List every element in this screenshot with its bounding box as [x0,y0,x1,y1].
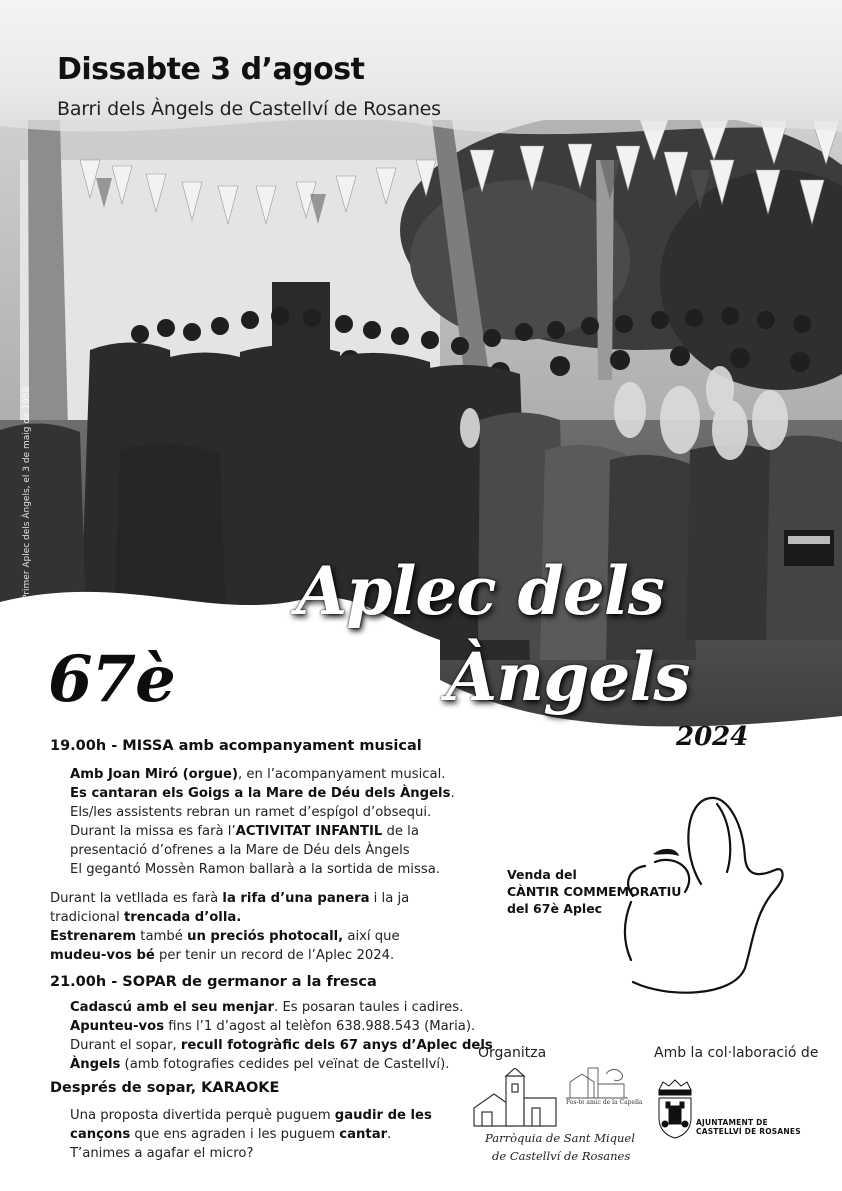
edition-number: 67è [48,642,175,717]
chapel-sketch-icon [566,1064,628,1100]
missa-title: - MISSA amb acompanyament musical [106,738,422,754]
karaoke-line-3: T’animes a agafar el micro? [70,1146,254,1161]
karaoke-heading: Després de sopar, KARAOKE [50,1080,280,1096]
parish-logo-icon [472,1068,558,1128]
vetllada-line-4: mudeu-vos bé per tenir un record de l’Aplec 2024. [50,948,395,963]
missa-line-2: Es cantaran els Goigs a la Mare de Déu dels Àngels. [70,786,455,801]
event-date: Dissabte 3 d’agost [57,52,365,87]
cantir-line-1: Venda del [507,867,577,882]
chapel-friends-label: Fes-te amic de la Capella [566,1099,643,1106]
sopar-heading: 21.00h - SOPAR de germanor a la fresca [50,974,377,990]
town-hall-line-1: AJUNTAMENT DE [696,1118,768,1127]
title-line-1: Aplec dels [296,552,664,630]
missa-time: 19.00h [50,738,107,754]
missa-heading [50,738,422,754]
missa-line-3: Els/les assistents rebran un ramet d’espígol d’obsequi. [70,805,432,820]
parish-name-line-2: de Castellví de Rosanes [492,1149,631,1163]
missa-line-1: Amb Joan Miró (orgue), en l’acompanyament musical. [70,767,446,782]
event-location: Barri dels Àngels de Castellví de Rosanes [57,98,441,120]
photo-credit: Primer Aplec dels Àngels, el 3 de maig de 1958 [22,386,32,600]
missa-line-5: presentació d’ofrenes a la Mare de Déu dels Àngels [70,843,410,858]
title-year: 2024 [676,722,749,752]
cantir-line-3: del 67è Aplec [507,901,603,916]
cantir-announcement [507,866,681,917]
title-line-2: Àngels [446,638,690,716]
cantir-line-2: CÀNTIR COMMEMORATIU [507,884,682,899]
sopar-line-1: Cadascú amb el seu menjar. Es posaran taules i cadires. [70,1000,464,1015]
karaoke-line-1: Una proposta divertida perquè puguem gaudir de les [70,1108,432,1123]
town-crest-icon [655,1078,695,1140]
sopar-line-4: Àngels (amb fotografies cedides pel veïnat de Castellví). [70,1057,450,1072]
town-hall-line-2: CASTELLVÍ DE ROSANES [696,1127,801,1136]
organitza-label: Organitza [478,1045,547,1061]
sopar-line-3: Durant el sopar, recull fotogràfic dels 67 anys d’Aplec dels [70,1038,493,1053]
karaoke-line-2: cançons que ens agraden i les puguem cantar. [70,1127,392,1142]
vetllada-line-3: Estrenarem també un preciós photocall, així que [50,929,400,944]
collaboration-label: Amb la col·laboració de [654,1045,819,1061]
missa-line-4: Durant la missa es farà l’ACTIVITAT INFANTIL de la [70,824,419,839]
vetllada-line-2: tradicional trencada d’olla. [50,910,242,925]
sopar-line-2: Apunteu-vos fins l’1 d’agost al telèfon 638.988.543 (Maria). [70,1019,476,1034]
parish-name-line-1: Parròquia de Sant Miquel [485,1131,635,1145]
missa-line-6: El gegantó Mossèn Ramon ballarà a la sortida de missa. [70,862,440,877]
vetllada-line-1: Durant la vetllada es farà la rifa d’una panera i la ja [50,891,410,906]
